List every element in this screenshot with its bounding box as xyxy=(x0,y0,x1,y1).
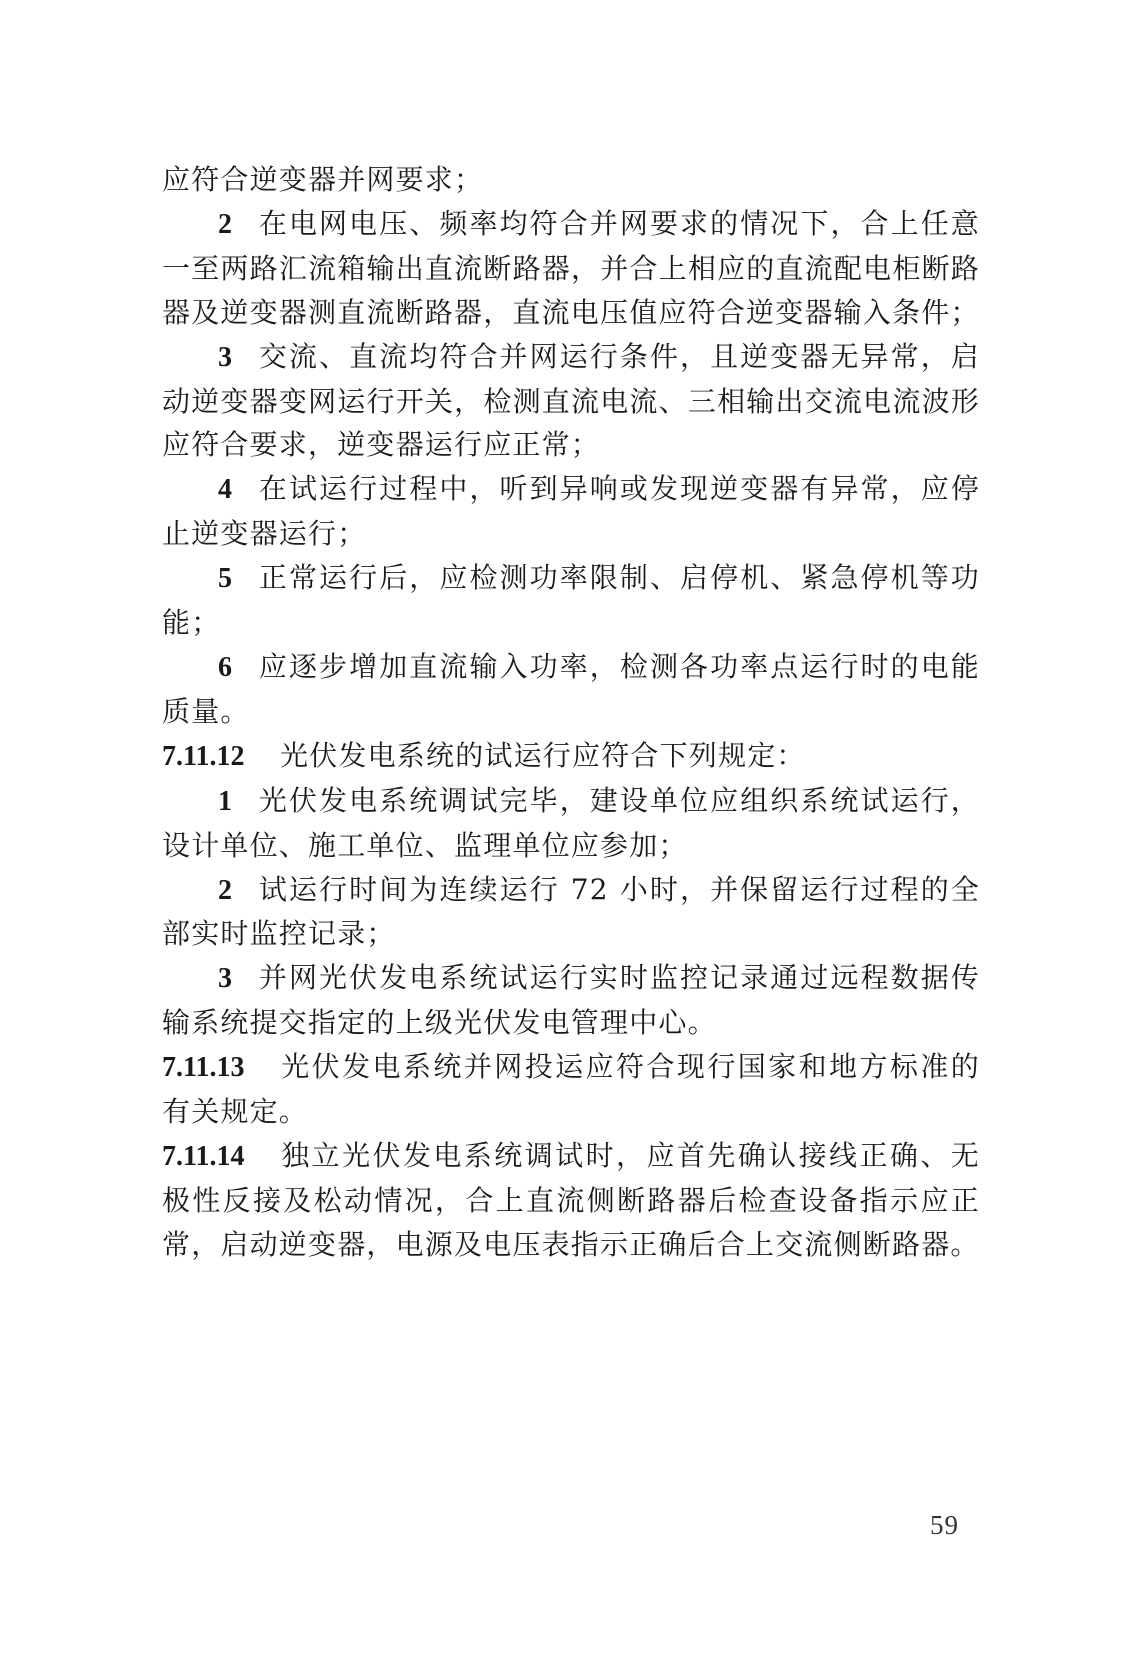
item-number: 6 xyxy=(218,651,232,683)
clause-text: 独立光伏发电系统调试时，应首先确认接线正确、无极性反接及松动情况，合上直流侧断路器后检查设备指示应正常，启动逆变器，电源及电压表指示正确后合上交流侧断路器。 xyxy=(162,1138,980,1261)
body-text xyxy=(162,158,980,1267)
list-item-3 xyxy=(162,335,980,468)
list-item-2 xyxy=(162,202,980,335)
paragraph-text: 应符合逆变器并网要求； xyxy=(162,163,484,196)
item-number: 3 xyxy=(218,341,232,373)
item-text: 试运行时间为连续运行 72 小时，并保留运行过程的全部实时监控记录； xyxy=(162,872,980,951)
clause-7-11-13 xyxy=(162,1045,980,1134)
item-number: 2 xyxy=(218,874,232,906)
clause-number: 7.11.14 xyxy=(162,1140,245,1172)
list-item-3b xyxy=(162,956,980,1045)
item-text: 在电网电压、频率均符合并网要求的情况下，合上任意一至两路汇流箱输出直流断路器，并合上相应的直流配电柜断路器及逆变器测直流断路器，直流电压值应符合逆变器输入条件； xyxy=(162,206,980,329)
item-text: 光伏发电系统调试完毕，建设单位应组织系统试运行，设计单位、施工单位、监理单位应参加； xyxy=(162,783,980,862)
item-text: 交流、直流均符合并网运行条件，且逆变器无异常，启动逆变器变网运行开关，检测直流电流、三相输出交流电流波形应符合要求，逆变器运行应正常； xyxy=(162,339,980,462)
list-item-2b xyxy=(162,868,980,957)
page-number: 59 xyxy=(930,1510,959,1540)
item-number: 4 xyxy=(218,474,232,506)
clause-number: 7.11.13 xyxy=(162,1052,245,1084)
item-number: 5 xyxy=(218,563,232,595)
item-number: 3 xyxy=(218,963,232,995)
item-number: 2 xyxy=(218,208,232,240)
clause-7-11-12 xyxy=(162,734,980,779)
clause-text: 光伏发电系统的试运行应符合下列规定： xyxy=(280,738,806,772)
list-item-4 xyxy=(162,467,980,556)
item-text: 应逐步增加直流输入功率，检测各功率点运行时的电能质量。 xyxy=(162,649,980,728)
list-item-5 xyxy=(162,556,980,645)
list-item-6 xyxy=(162,645,980,734)
clause-number: 7.11.12 xyxy=(162,740,245,772)
clause-7-11-14 xyxy=(162,1134,980,1267)
item-text: 正常运行后，应检测功率限制、启停机、紧急停机等功能； xyxy=(162,561,980,640)
list-item-1 xyxy=(162,779,980,868)
item-text: 在试运行过程中，听到异响或发现逆变器有异常，应停止逆变器运行； xyxy=(162,472,980,551)
paragraph-continuation xyxy=(162,158,980,202)
item-number: 1 xyxy=(218,785,232,817)
item-text: 并网光伏发电系统试运行实时监控记录通过远程数据传输系统提交指定的上级光伏发电管理中心。 xyxy=(162,961,980,1040)
clause-text: 光伏发电系统并网投运应符合现行国家和地方标准的有关规定。 xyxy=(162,1050,980,1129)
